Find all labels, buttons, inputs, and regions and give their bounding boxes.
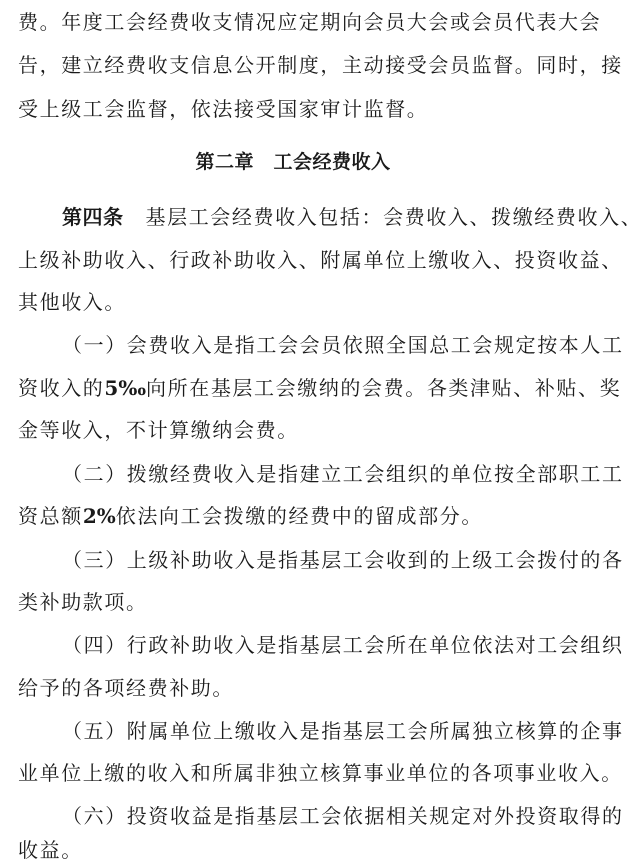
paragraph-line: 金等收入，不计算缴纳会费。	[18, 418, 299, 442]
item-3-line: （三）上级补助收入是指基层工会收到的上级工会拨付的各	[62, 548, 624, 572]
item-5-line: （五）附属单位上缴收入是指基层工会所属独立核算的企事	[62, 719, 624, 743]
article-text: 基层工会经费收入包括：会费收入、拨缴经费收入、	[146, 205, 642, 229]
paragraph-line: 上级补助收入、行政补助收入、附属单位上缴收入、投资收益、	[18, 248, 623, 272]
item-2-line: （二）拨缴经费收入是指建立工会组织的单位按全部职工工	[62, 462, 624, 486]
rate-value: 2%	[83, 504, 116, 528]
item-1-line: （一）会费收入是指工会会员依照全国总工会规定按本人工	[62, 333, 624, 357]
article-label: 第四条	[62, 205, 124, 229]
paragraph-line: 业单位上缴的收入和所属非独立核算事业单位的各项事业收入。	[18, 761, 623, 785]
item-4-line: （四）行政补助收入是指基层工会所在单位依法对工会组织	[62, 633, 624, 657]
paragraph-line: 类补助款项。	[18, 590, 148, 614]
paragraph-line: 给予的各项经费补助。	[18, 676, 234, 700]
chapter-heading: 第二章 工会经费收入	[0, 150, 586, 174]
text-fragment: 向所在基层工会缴纳的会费。各类津贴、补贴、奖	[146, 376, 621, 400]
paragraph-line: 告，建立经费收支信息公开制度，主动接受会员监督。同时，接	[18, 53, 623, 77]
paragraph-line: 费。年度工会经费收支情况应定期向会员大会或会员代表大会	[18, 10, 601, 34]
rate-value: 5‰	[104, 376, 146, 400]
paragraph-line: 其他收入。	[18, 290, 126, 314]
item-1-line	[18, 376, 621, 400]
paragraph-line: 收益。	[18, 838, 83, 862]
item-6-line: （六）投资收益是指基层工会依据相关规定对外投资取得的	[62, 804, 624, 828]
text-fragment: 资总额	[18, 504, 83, 528]
text-fragment: 依法向工会拨缴的经费中的留成部分。	[116, 504, 483, 528]
paragraph-line: 受上级工会监督，依法接受国家审计监督。	[18, 97, 428, 121]
article-4-line	[62, 205, 642, 229]
text-fragment: 资收入的	[18, 376, 104, 400]
item-2-line	[18, 504, 483, 528]
